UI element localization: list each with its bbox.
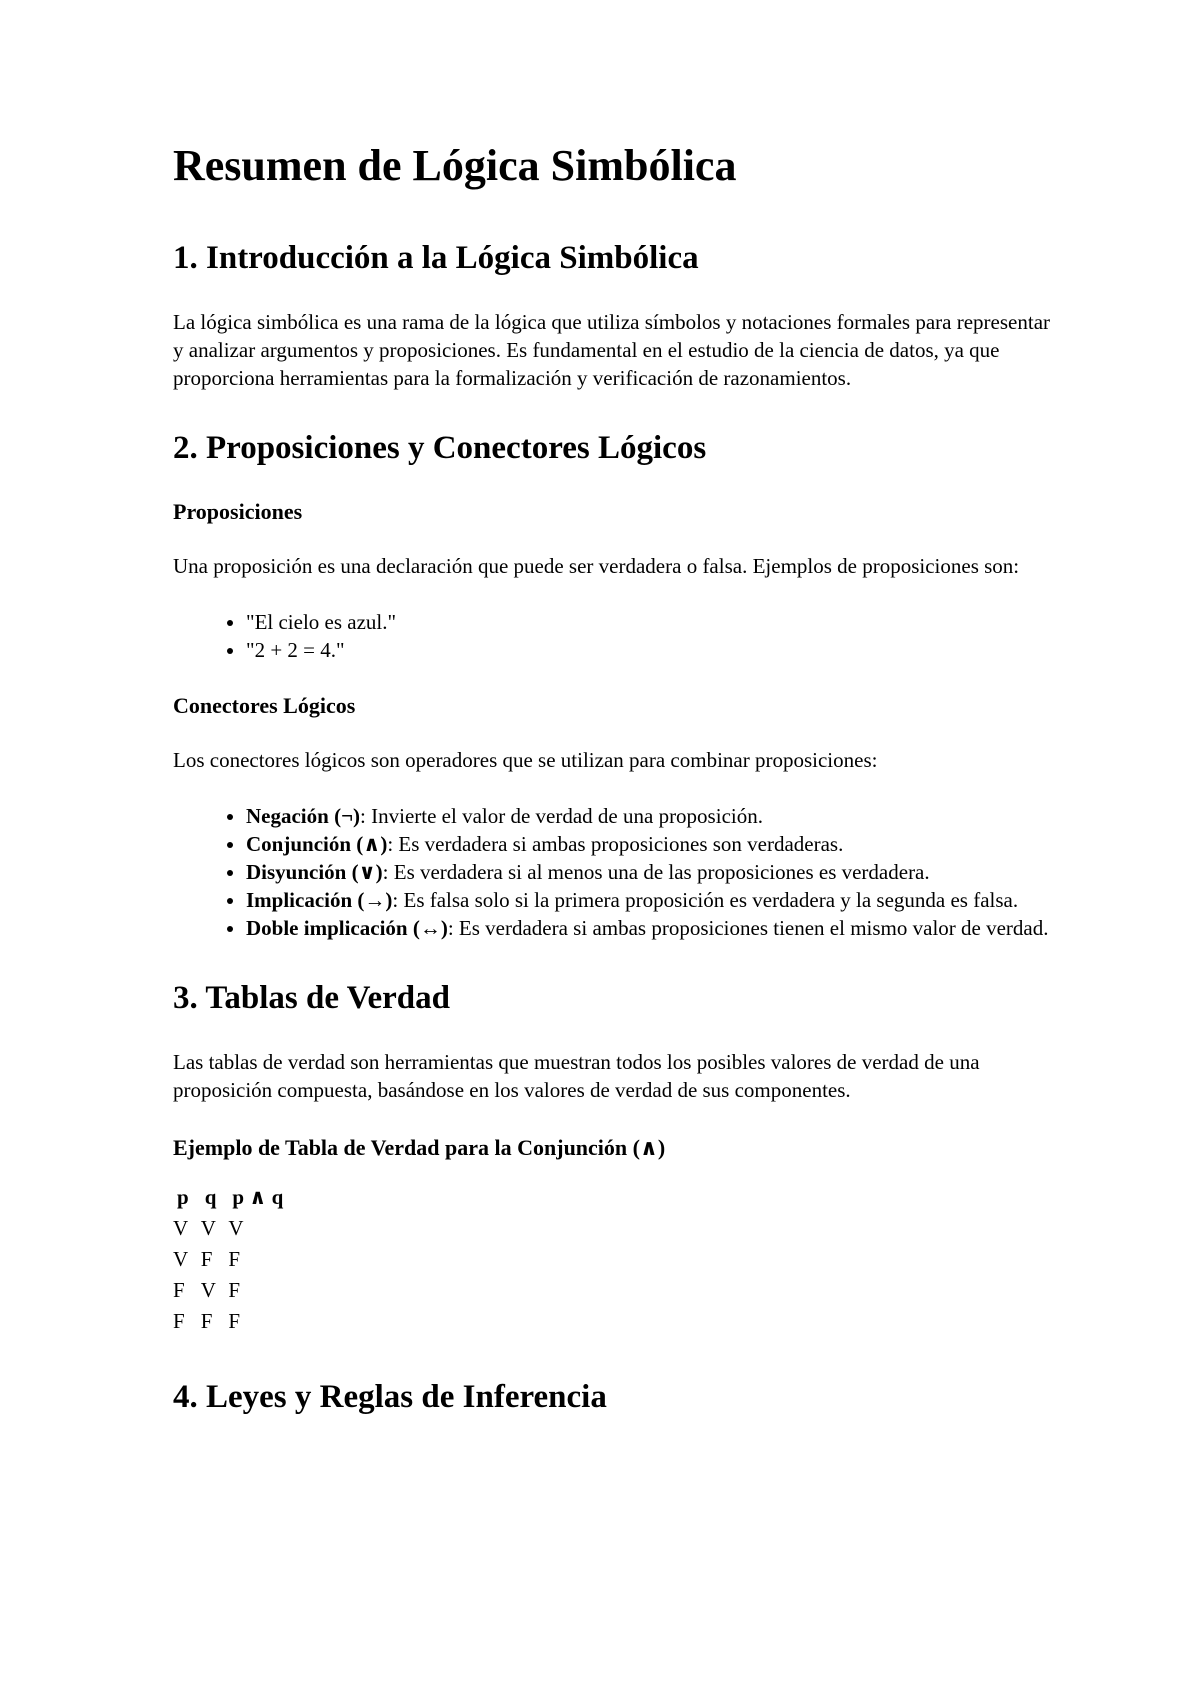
document-page bbox=[173, 140, 1053, 1447]
section-4-heading: 4. Leyes y Reglas de Inferencia bbox=[173, 1379, 607, 1415]
connector-description: : Invierte el valor de verdad de una proposición. bbox=[360, 804, 763, 828]
list-item bbox=[246, 886, 1053, 914]
connector-term: Conjunción (∧) bbox=[246, 832, 388, 856]
table-row bbox=[173, 1306, 295, 1337]
table-cell: V bbox=[173, 1216, 189, 1240]
document-title: Resumen de Lógica Simbólica bbox=[173, 141, 737, 190]
connector-term: Negación (¬) bbox=[246, 804, 361, 828]
section-3-heading: 3. Tablas de Verdad bbox=[173, 980, 450, 1016]
table-cell: F bbox=[173, 1278, 185, 1302]
connector-description: : Es falsa solo si la primera proposición es verdadera y la segunda es falsa. bbox=[392, 888, 1019, 912]
table-cell: F bbox=[173, 1309, 185, 1333]
table-cell: F bbox=[200, 1309, 213, 1333]
truth-table-header-cell: p ∧ q bbox=[232, 1185, 284, 1209]
table-cell: V bbox=[200, 1216, 216, 1240]
table-cell: V bbox=[200, 1278, 216, 1302]
table-row bbox=[173, 1213, 295, 1244]
connector-term: Disyunción (∨) bbox=[246, 860, 383, 884]
list-item: • "El cielo es azul." bbox=[246, 608, 1053, 636]
propositions-examples-list bbox=[173, 608, 1053, 664]
propositions-paragraph: Una proposición es una declaración que puede ser verdadera o falsa. Ejemplos de proposiciones son: bbox=[173, 554, 1020, 578]
list-item bbox=[246, 914, 1053, 942]
table-cell: F bbox=[228, 1309, 241, 1333]
table-row bbox=[173, 1244, 295, 1275]
connectors-list bbox=[173, 802, 1053, 942]
truth-table-header-cell: q bbox=[204, 1185, 217, 1209]
section-1-heading: 1. Introducción a la Lógica Simbólica bbox=[173, 240, 699, 276]
truth-table-header-row bbox=[173, 1182, 295, 1213]
section-1-paragraph: La lógica simbólica es una rama de la lógica que utiliza símbolos y notaciones formales para representar y analizar argumentos y proposiciones. Es fundamental en el estudio de la ciencia de datos, ya que proporciona herramientas para la formalización y verificación de razonamientos. bbox=[173, 310, 1051, 390]
table-cell: V bbox=[228, 1216, 244, 1240]
connector-description: : Es verdadera si ambas proposiciones tienen el mismo valor de verdad. bbox=[447, 916, 1049, 940]
connector-description: : Es verdadera si al menos una de las proposiciones es verdadera. bbox=[382, 860, 930, 884]
connectors-subheading: Conectores Lógicos bbox=[173, 693, 356, 718]
list-item: • "2 + 2 = 4." bbox=[246, 636, 1053, 664]
table-cell: F bbox=[200, 1247, 213, 1271]
table-cell: V bbox=[173, 1247, 189, 1271]
connector-term: Implicación (→) bbox=[246, 888, 393, 912]
truth-table-header-cell: p bbox=[177, 1185, 189, 1209]
truth-table-subheading: Ejemplo de Tabla de Verdad para la Conjunción (∧) bbox=[173, 1135, 666, 1160]
table-cell: F bbox=[228, 1278, 241, 1302]
list-item bbox=[246, 858, 1053, 886]
propositions-subheading: Proposiciones bbox=[173, 499, 303, 524]
truth-table bbox=[173, 1182, 295, 1337]
list-item bbox=[246, 830, 1053, 858]
connectors-paragraph: Los conectores lógicos son operadores que se utilizan para combinar proposiciones: bbox=[173, 748, 878, 772]
section-2-heading: 2. Proposiciones y Conectores Lógicos bbox=[173, 430, 707, 466]
connector-description: : Es verdadera si ambas proposiciones son verdaderas. bbox=[387, 832, 844, 856]
table-cell: F bbox=[228, 1247, 241, 1271]
list-item bbox=[246, 802, 1053, 830]
section-3-paragraph: Las tablas de verdad son herramientas que muestran todos los posibles valores de verdad de una proposición compuesta, basándose en los valores de verdad de sus componentes. bbox=[173, 1050, 980, 1102]
connector-term: Doble implicación (↔) bbox=[246, 916, 448, 940]
table-row bbox=[173, 1275, 295, 1306]
